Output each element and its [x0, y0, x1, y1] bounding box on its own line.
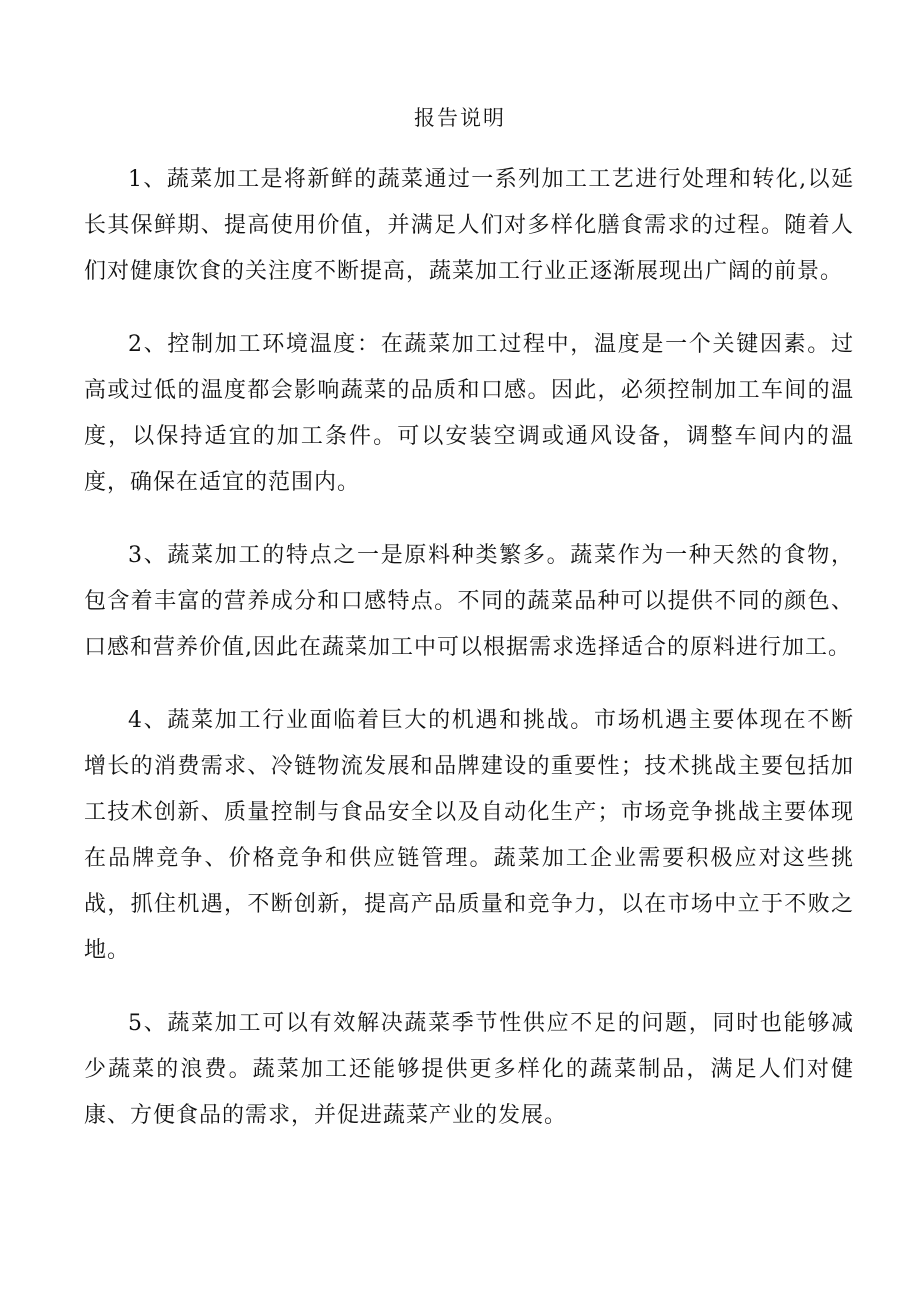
paragraph-2: 2、控制加工环境温度：在蔬菜加工过程中，温度是一个关键因素。过高或过低的温度都会影响蔬菜的品质和口感。因此，必须控制加工车间的温度，以保持适宜的加工条件。可以安装空调或通风设备，调整车间内的温度，确保在适宜的范围内。 — [84, 332, 854, 495]
paragraph-1: 1、蔬菜加工是将新鲜的蔬菜通过一系列加工工艺进行处理和转化,以延长其保鲜期、提高使用价值，并满足人们对多样化膳食需求的过程。随着人们对健康饮食的关注度不断提高，蔬菜加工行业正逐渐展现出广阔的前景。 — [84, 167, 854, 284]
report-body — [84, 157, 854, 1166]
paragraph-3: 3、蔬菜加工的特点之一是原料种类繁多。蔬菜作为一种天然的食物，包含着丰富的营养成分和口感特点。不同的蔬菜品种可以提供不同的颜色、口感和营养价值,因此在蔬菜加工中可以根据需求选择适合的原料进行加工。 — [84, 543, 854, 660]
page-title: 报告说明 — [414, 106, 506, 130]
paragraph-4: 4、蔬菜加工行业面临着巨大的机遇和挑战。市场机遇主要体现在不断增长的消费需求、冷链物流发展和品牌建设的重要性；技术挑战主要包括加工技术创新、质量控制与食品安全以及自动化生产；市场竞争挑战主要体现在品牌竞争、价格竞争和供应链管理。蔬菜加工企业需要积极应对这些挑战，抓住机遇，不断创新，提高产品质量和竞争力，以在市场中立于不败之地。 — [84, 708, 854, 963]
paragraph-5: 5、蔬菜加工可以有效解决蔬菜季节性供应不足的问题，同时也能够减少蔬菜的浪费。蔬菜加工还能够提供更多样化的蔬菜制品，满足人们对健康、方便食品的需求，并促进蔬菜产业的发展。 — [84, 1011, 854, 1128]
